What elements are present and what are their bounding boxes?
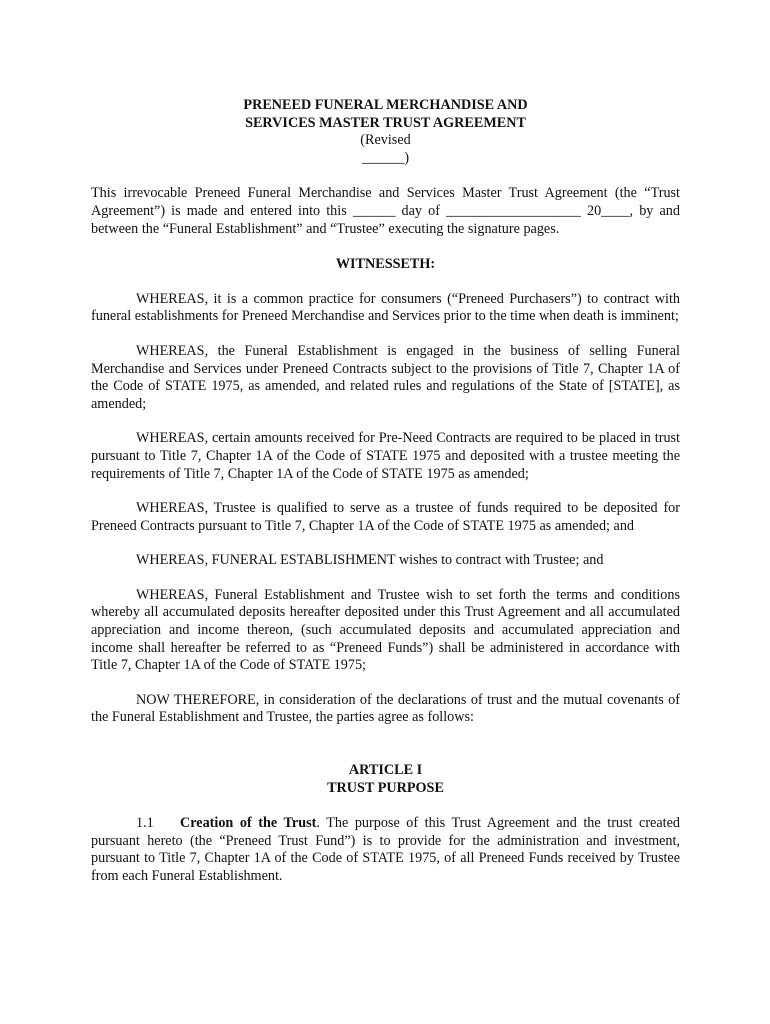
document-title-line-2: SERVICES MASTER TRUST AGREEMENT <box>245 114 526 131</box>
article-title: TRUST PURPOSE <box>327 779 444 796</box>
revised-line-1: (Revised <box>360 132 411 149</box>
section-1-1-paragraph <box>91 815 680 885</box>
whereas-paragraph-4: WHEREAS, Trustee is qualified to serve as a trustee of funds required to be deposited for Preneed Contracts pursuant to Title 7, Chapter 1A of the Code of STATE 1975 as amended; and <box>91 500 680 534</box>
section-number: 1.1 <box>136 815 154 832</box>
whereas-paragraph-1: WHEREAS, it is a common practice for consumers (“Preneed Purchasers”) to contract with funeral establishments for Preneed Merchandise and Services prior to the time when death is imminent; <box>91 290 680 325</box>
whereas-paragraph-5: WHEREAS, FUNERAL ESTABLISHMENT wishes to contract with Trustee; and <box>136 552 604 569</box>
section-text: . The purpose of this Trust Agreement and the trust created pursuant hereto (the “Preneed Trust Fund”) is to provide for the administration and investment, pursuant to Title 7, Chapter 1A of the Code of STATE 1975, of all Preneed Funds received by Trustee from each Funeral Establishment. <box>91 815 680 884</box>
whereas-paragraph-6: WHEREAS, Funeral Establishment and Trustee wish to set forth the terms and conditions whereby all accumulated deposits hereafter deposited under this Trust Agreement and all accumulated appreciation and income thereon, (such accumulated deposits and accumulated appreciation and income shall hereafter be referred to as “Preneed Funds”) shall be administered in accordance with Title 7, Chapter 1A of the Code of STATE 1975; <box>91 586 680 674</box>
document-page <box>91 97 680 886</box>
article-number: ARTICLE I <box>348 762 423 779</box>
witnesseth-heading: WITNESSETH: <box>335 256 436 273</box>
revised-line-2: ______) <box>361 149 410 166</box>
now-therefore-paragraph: NOW THEREFORE, in consideration of the declarations of trust and the mutual covenants of the Funeral Establishment and Trustee, the parties agree as follows: <box>91 691 680 726</box>
section-title: Creation of the Trust <box>180 815 317 832</box>
document-title-line-1: PRENEED FUNERAL MERCHANDISE AND <box>243 97 528 113</box>
whereas-paragraph-2: WHEREAS, the Funeral Establishment is engaged in the business of selling Funeral Merchandise and Services under Preneed Contracts subject to the provisions of Title 7, Chapter 1A of the Code of STATE 1975, as amended, and related rules and regulations of the State of [STATE], as amended; <box>91 342 680 412</box>
intro-paragraph: This irrevocable Preneed Funeral Merchandise and Services Master Trust Agreement (the “Trust Agreement”) is made and entered into this ______ day of ___________________ 20____, by and between the “Funeral Establishment” and “Trustee” executing the signature pages. <box>91 185 680 237</box>
whereas-paragraph-3: WHEREAS, certain amounts received for Pre-Need Contracts are required to be placed in trust pursuant to Title 7, Chapter 1A of the Code of STATE 1975 and deposited with a trustee meeting the requirements of Title 7, Chapter 1A of the Code of STATE 1975 as amended; <box>91 430 680 482</box>
